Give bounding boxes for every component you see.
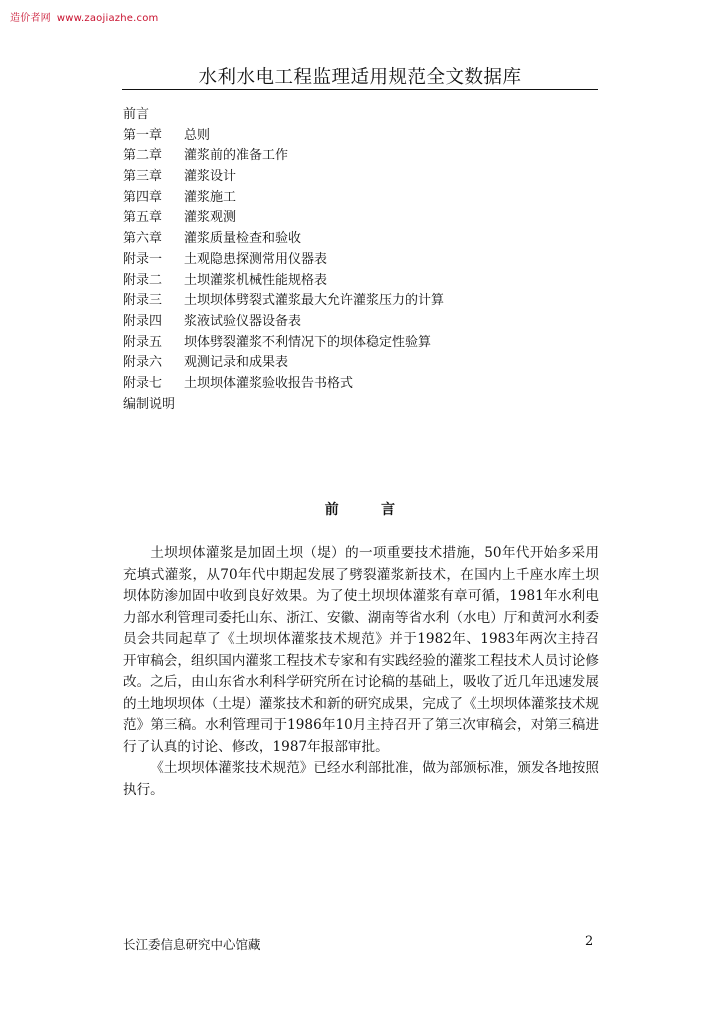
toc-item-number: 第二章 xyxy=(123,148,163,164)
toc-item-number: 第六章 xyxy=(123,231,163,247)
toc-item-title: 灌浆质量检查和验收 xyxy=(184,231,302,247)
preface-paragraph: 土坝坝体灌浆是加固土坝（堤）的一项重要技术措施，50年代开始多采用充填式灌浆，从70年代中期起发展了劈裂灌浆新技术，在国内上千座水库土坝坝体防渗加固中收到良好效果。为了使土坝坝体灌浆有章可循，1981年水利电力部水利管理司委托山东、浙江、安徽、湖南等省水利（水电）厅和黄河水利委员会共同起草了《土坝坝体灌浆技术规范》并于1982年、1983年两次主持召开审稿会，组织国内灌浆工程技术专家和有实践经验的灌浆工程技术人员讨论修改。之后，由山东省水利科学研究所在讨论稿的基础上，吸收了近几年迅速发展的土地坝坝体（土堤）灌浆技术和新的研究成果，完成了《土坝坝体灌浆技术规范》第三稿。水利管理司于1986年10月主持召开了第三次审稿会，对第三稿进行了认真的讨论、修改，1987年报部审批。 xyxy=(123,545,599,755)
preface-heading-left: 前 xyxy=(324,502,339,518)
toc-item-title: 灌浆前的准备工作 xyxy=(184,148,289,164)
toc-item-title: 土坝灌浆机械性能规格表 xyxy=(184,272,328,288)
toc-item[interactable] xyxy=(123,167,593,188)
toc-item-title: 土坝坝体劈裂式灌浆最大允许灌浆压力的计算 xyxy=(184,293,445,309)
toc-item-number: 第四章 xyxy=(123,189,163,205)
footer-organization: 长江委信息研究中心馆藏 xyxy=(123,937,261,952)
toc-item-number: 第五章 xyxy=(123,210,163,226)
toc-item-title: 灌浆施工 xyxy=(184,189,237,205)
toc-item-number: 附录七 xyxy=(123,375,163,391)
toc-item-number: 编制说明 xyxy=(123,396,176,412)
toc-item[interactable] xyxy=(123,333,593,354)
toc-item[interactable] xyxy=(123,208,593,229)
toc-item-title: 灌浆设计 xyxy=(184,169,237,185)
toc-item[interactable] xyxy=(123,146,593,167)
page-number: 2 xyxy=(585,934,594,949)
toc-item-title: 土坝坝体灌浆验收报告书格式 xyxy=(184,375,354,391)
toc-item-number: 第一章 xyxy=(123,127,163,143)
toc-item[interactable] xyxy=(123,105,593,126)
toc-item-number: 附录二 xyxy=(123,272,163,288)
toc-item-number: 附录四 xyxy=(123,313,163,329)
toc-item-title: 浆液试验仪器设备表 xyxy=(184,313,302,329)
toc-item[interactable] xyxy=(123,250,593,271)
toc-item[interactable] xyxy=(123,188,593,209)
toc-item-number: 附录六 xyxy=(123,355,163,371)
toc-item[interactable] xyxy=(123,291,593,312)
watermark-url[interactable]: www.zaojiazhe.com xyxy=(56,13,159,24)
document-title: 水利水电工程监理适用规范全文数据库 xyxy=(198,67,522,88)
toc-item-number: 前言 xyxy=(123,107,150,122)
toc-item-title: 观测记录和成果表 xyxy=(184,355,289,371)
preface-body xyxy=(123,543,599,801)
toc-item-title: 坝体劈裂灌浆不利情况下的坝体稳定性验算 xyxy=(184,334,432,350)
toc-item[interactable] xyxy=(123,271,593,292)
toc-item-number: 附录五 xyxy=(123,334,163,350)
preface-heading-right: 言 xyxy=(381,502,396,518)
toc-item-number: 第三章 xyxy=(123,169,163,185)
toc-item[interactable] xyxy=(123,312,593,333)
toc-item-number: 附录三 xyxy=(123,293,163,309)
toc-item[interactable] xyxy=(123,374,593,395)
toc-item[interactable] xyxy=(123,229,593,250)
toc-item-number: 附录一 xyxy=(123,251,163,267)
toc-item[interactable] xyxy=(123,126,593,147)
toc-item[interactable] xyxy=(123,353,593,374)
preface-heading xyxy=(122,499,598,519)
toc-item-title: 总则 xyxy=(184,127,211,143)
toc-item[interactable] xyxy=(123,395,593,416)
watermark xyxy=(10,9,158,24)
table-of-contents xyxy=(123,105,593,415)
watermark-site-name: 造价者网 xyxy=(10,13,51,24)
toc-item-title: 灌浆观测 xyxy=(184,210,237,226)
title-underline xyxy=(122,89,598,90)
toc-item-title: 土观隐患探测常用仪器表 xyxy=(184,251,328,267)
preface-paragraph: 《土坝坝体灌浆技术规范》已经水利部批准，做为部颁标准，颁发各地按照执行。 xyxy=(123,760,599,798)
